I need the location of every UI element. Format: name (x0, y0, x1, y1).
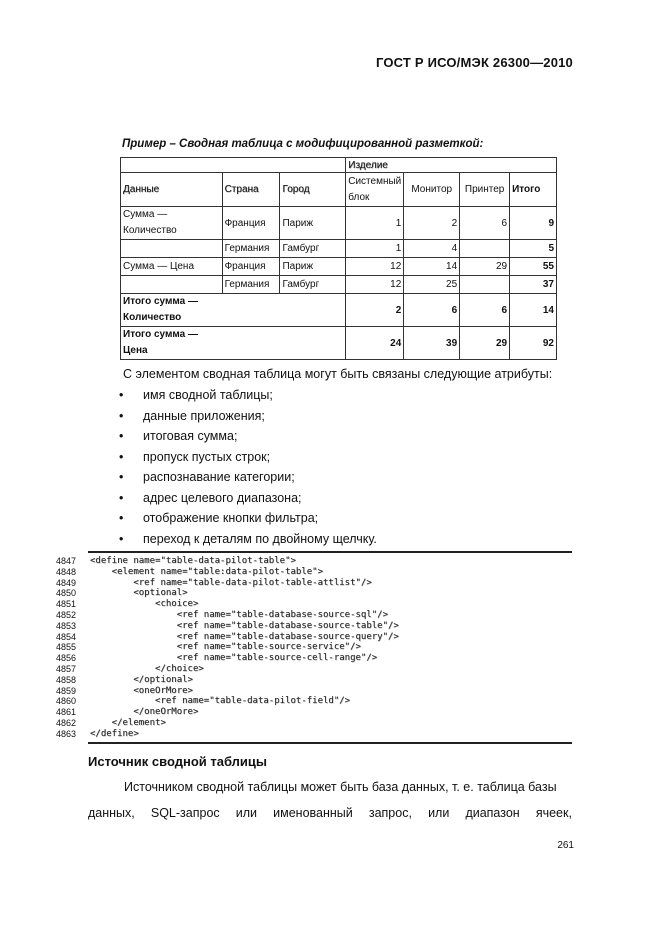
list-item (119, 385, 377, 406)
cell-value: 14 (404, 258, 460, 276)
list-item-text: итоговая сумма; (143, 429, 238, 443)
page-number: 261 (557, 840, 574, 851)
code-line-number: 4857 (56, 664, 77, 674)
header-total: Итого (510, 173, 557, 207)
code-bottom-rule (88, 742, 572, 744)
bullet-icon: • (119, 449, 124, 464)
code-line-number: 4855 (56, 642, 77, 653)
table-row (121, 207, 557, 240)
bullet-icon: • (119, 470, 124, 484)
paragraph-word: именованный (273, 806, 353, 820)
list-item (119, 508, 377, 529)
section-title: Источник сводной таблицы (88, 754, 268, 769)
list-item (119, 529, 377, 550)
code-line: </optional> (90, 674, 193, 685)
code-line-number: 4858 (56, 674, 77, 685)
cell-value: 1 (346, 207, 404, 240)
code-line-number: 4862 (56, 718, 77, 728)
code-line: </element> (90, 718, 166, 728)
code-line: <oneOrMore> (90, 685, 193, 696)
row-label-line2: Цена (123, 345, 148, 356)
cell-city: Париж (280, 207, 346, 240)
header-system-unit-line2: блок (348, 191, 370, 203)
list-item-text: пропуск пустых строк; (143, 449, 271, 464)
list-item (119, 467, 377, 488)
row-label (121, 207, 223, 240)
table-row (121, 158, 557, 173)
header-system-unit (346, 173, 404, 207)
row-label-line1: Итого сумма — (123, 296, 198, 307)
header-printer: Принтер (460, 173, 510, 207)
table-row (121, 240, 557, 258)
bullet-icon: • (119, 408, 124, 423)
row-label: Сумма — Цена (121, 258, 223, 276)
code-top-rule (88, 551, 572, 553)
cell-total: 37 (510, 276, 557, 294)
code-line-number: 4854 (56, 631, 77, 642)
table-row (121, 294, 557, 327)
code-line-number: 4859 (56, 685, 77, 696)
paragraph-word: или (428, 806, 450, 820)
paragraph-word: запрос, (368, 806, 412, 820)
code-line-number: 4849 (56, 577, 77, 588)
code-line: <ref name="table-database-source-sql"/> (90, 610, 389, 620)
code-line: <choice> (90, 599, 199, 610)
code-line: </choice> (90, 664, 204, 674)
cell-value: 29 (460, 258, 510, 276)
cell-total: 55 (510, 258, 557, 276)
list-item (119, 406, 377, 427)
paragraph-word: диапазон (465, 806, 520, 820)
cell-total: 9 (510, 207, 557, 240)
document-header: ГОСТ Р ИСО/МЭК 26300—2010 (375, 55, 573, 70)
paragraph-word: или (235, 806, 258, 820)
cell-city: Гамбург (280, 276, 346, 294)
example-caption: Пример – Сводная таблица с модифицированной разметкой: (122, 138, 484, 150)
code-line: <ref name="table-database-source-query"/> (90, 631, 399, 642)
bullet-icon: • (119, 429, 124, 443)
cell-value: 6 (460, 207, 510, 240)
cell-value: 25 (404, 276, 460, 294)
code-line: <ref name="table-source-service"/> (90, 642, 361, 653)
code-line: </oneOrMore> (90, 707, 199, 718)
list-item (119, 488, 377, 509)
cell-city: Гамбург (280, 240, 346, 258)
cell-value: 12 (346, 258, 404, 276)
row-label-line2: Количество (123, 225, 177, 236)
cell-value: 12 (346, 276, 404, 294)
list-item-text: имя сводной таблицы; (143, 388, 273, 402)
code-line-number: 4861 (56, 707, 77, 718)
cell-country: Германия (222, 240, 280, 258)
code-line-number: 4853 (56, 620, 77, 631)
cell-value: 2 (346, 294, 404, 327)
code-line-number: 4856 (56, 653, 77, 664)
cell-total: 92 (510, 327, 557, 360)
attributes-intro: С элементом сводная таблица могут быть связаны следующие атрибуты: (123, 367, 553, 381)
code-line: <define name="table-data-pilot-table"> (90, 556, 296, 566)
code-line-number: 4848 (56, 566, 77, 577)
code-line: <element name="table:data-pilot-table"> (90, 566, 323, 577)
list-item-text: данные приложения; (143, 408, 265, 423)
cell-value: 2 (404, 207, 460, 240)
header-city: Город (280, 173, 346, 207)
cell-value: 4 (404, 240, 460, 258)
attribute-list (119, 385, 377, 549)
list-item-text: переход к деталям по двойному щелчку. (143, 531, 377, 546)
paragraph-line: Источником сводной таблицы может быть база данных, т. е. таблица базы (124, 780, 557, 794)
table-row (121, 276, 557, 294)
table-row (121, 327, 557, 360)
column-group-header: Изделие (346, 158, 557, 173)
header-country: Страна (222, 173, 280, 207)
cell-country: Франция (222, 207, 280, 240)
row-label-line2: Количество (123, 312, 182, 323)
list-item-text: отображение кнопки фильтра; (143, 511, 319, 525)
cell-value (460, 240, 510, 258)
code-line-number: 4863 (56, 728, 77, 739)
cell-country: Германия (222, 276, 280, 294)
code-line-number: 4860 (56, 696, 77, 707)
cell-country: Франция (222, 258, 280, 276)
bullet-icon: • (119, 511, 124, 525)
bullet-icon: • (119, 531, 124, 546)
row-label (121, 327, 346, 360)
table-row (121, 258, 557, 276)
paragraph-word: данных, (88, 806, 135, 820)
list-item (119, 426, 377, 447)
cell-total: 14 (510, 294, 557, 327)
table-row (121, 173, 557, 207)
code-line: </define> (90, 728, 139, 739)
code-line-number: 4847 (56, 556, 77, 566)
paragraph-word: ячеек, (535, 806, 572, 820)
cell-value: 6 (404, 294, 460, 327)
list-item (119, 447, 377, 468)
row-label-line1: Итого сумма — (123, 329, 198, 340)
cell-value: 6 (460, 294, 510, 327)
list-item-text: адрес целевого диапазона; (143, 490, 302, 505)
row-label-line1: Сумма — (123, 209, 168, 220)
cell-city: Париж (280, 258, 346, 276)
code-line-number: 4851 (56, 599, 77, 610)
header-system-unit-line1: Системный (348, 175, 402, 187)
row-label (121, 294, 346, 327)
paragraph-word: SQL-запрос (150, 806, 220, 820)
cell-total: 5 (510, 240, 557, 258)
cell-value: 39 (404, 327, 460, 360)
code-line-number: 4852 (56, 610, 77, 620)
header-data: Данные (121, 173, 223, 207)
paragraph-line-justified (88, 806, 572, 820)
cell-value: 24 (346, 327, 404, 360)
cell-value: 29 (460, 327, 510, 360)
bullet-icon: • (119, 490, 124, 505)
cell-value: 1 (346, 240, 404, 258)
code-line: <ref name="table-data-pilot-field"/> (90, 696, 351, 707)
code-line: <ref name="table-data-pilot-table-attlist"/> (90, 577, 372, 588)
code-line: <optional> (90, 588, 188, 599)
list-item-text: распознавание категории; (143, 470, 295, 484)
code-line: <ref name="table-database-source-table"/> (90, 620, 399, 631)
code-line-number: 4850 (56, 588, 77, 599)
header-monitor: Монитор (404, 173, 460, 207)
cell-value (460, 276, 510, 294)
pivot-table-example (120, 157, 557, 360)
code-line: <ref name="table-source-cell-range"/> (90, 653, 378, 664)
bullet-icon: • (119, 388, 124, 402)
